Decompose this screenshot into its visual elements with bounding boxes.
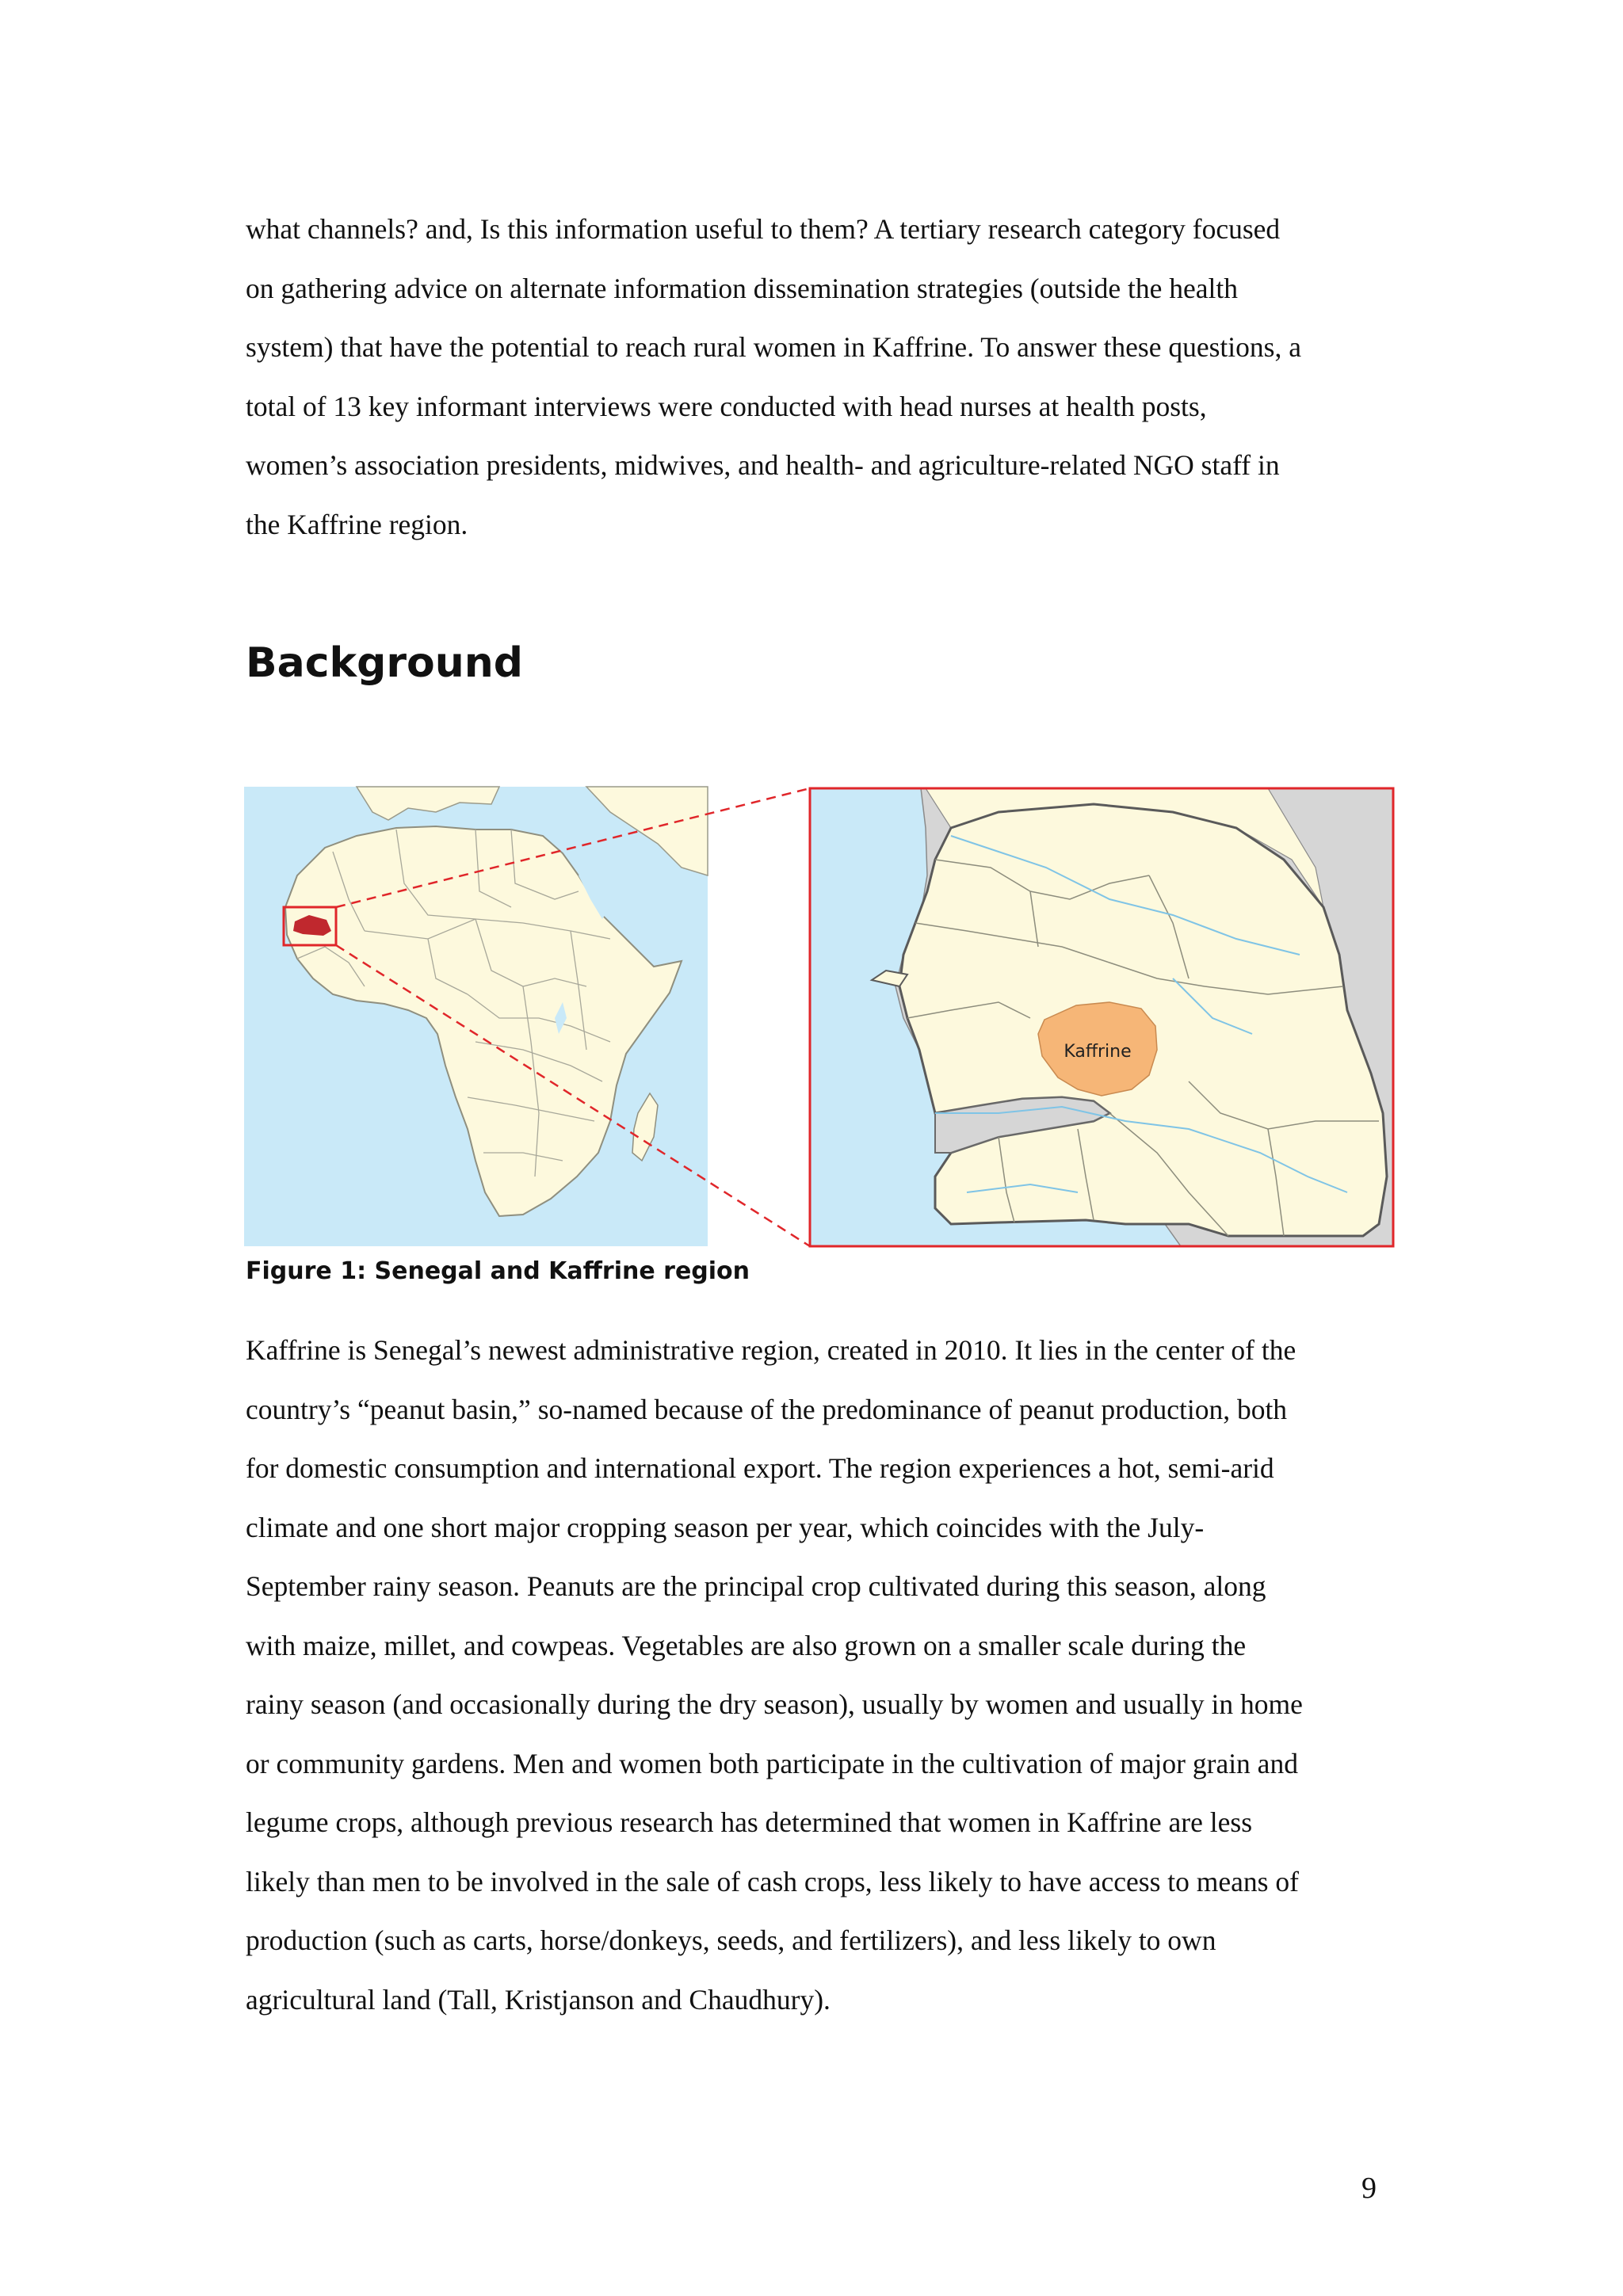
senegal-map-figure — [238, 780, 1395, 1248]
text-line: production (such as carts, horse/donkeys, seeds, and fertilizers), and less likely to own — [246, 1924, 1216, 1956]
page-number: 9 — [1361, 2172, 1377, 2205]
text-line: women’s association presidents, midwives, and health- and agriculture-related NGO staff in — [246, 449, 1280, 481]
text-line: likely than men to be involved in the sale of cash crops, less likely to have access to means of — [246, 1865, 1299, 1897]
kaffrine-label: Kaffrine — [1064, 1042, 1132, 1062]
text-line: what channels? and, Is this information useful to them? A tertiary research category focused — [246, 213, 1281, 245]
text-line: rainy season (and occasionally during the dry season), usually by women and usually in home — [246, 1688, 1303, 1720]
text-line: total of 13 key informant interviews were conducted with head nurses at health posts, — [246, 390, 1207, 422]
text-line: the Kaffrine region. — [246, 508, 468, 540]
intro-paragraph — [246, 200, 1387, 554]
africa-map — [244, 787, 708, 1246]
body-paragraph — [246, 1321, 1387, 2029]
text-line: with maize, millet, and cowpeas. Vegetables are also grown on a smaller scale during the — [246, 1629, 1247, 1661]
text-line: legume crops, although previous research has determined that women in Kaffrine are less — [246, 1806, 1253, 1838]
text-line: Kaffrine is Senegal’s newest administrative region, created in 2010. It lies in the center of the — [246, 1334, 1296, 1366]
figure-caption: Figure 1: Senegal and Kaffrine region — [246, 1257, 750, 1285]
text-line: country’s “peanut basin,” so-named because of the predominance of peanut production, both — [246, 1393, 1288, 1425]
text-line: for domestic consumption and international export. The region experiences a hot, semi-arid — [246, 1452, 1274, 1484]
senegal-zoom-map — [810, 788, 1393, 1246]
text-line: on gathering advice on alternate information dissemination strategies (outside the health — [246, 272, 1238, 304]
section-heading: Background — [246, 639, 523, 687]
text-line: climate and one short major cropping season per year, which coincides with the July- — [246, 1511, 1205, 1543]
text-line: system) that have the potential to reach rural women in Kaffrine. To answer these questions, a — [246, 331, 1301, 363]
text-line: September rainy season. Peanuts are the principal crop cultivated during this season, along — [246, 1570, 1266, 1602]
text-line: or community gardens. Men and women both participate in the cultivation of major grain and — [246, 1747, 1298, 1779]
text-line: agricultural land (Tall, Kristjanson and Chaudhury). — [246, 1983, 831, 2016]
